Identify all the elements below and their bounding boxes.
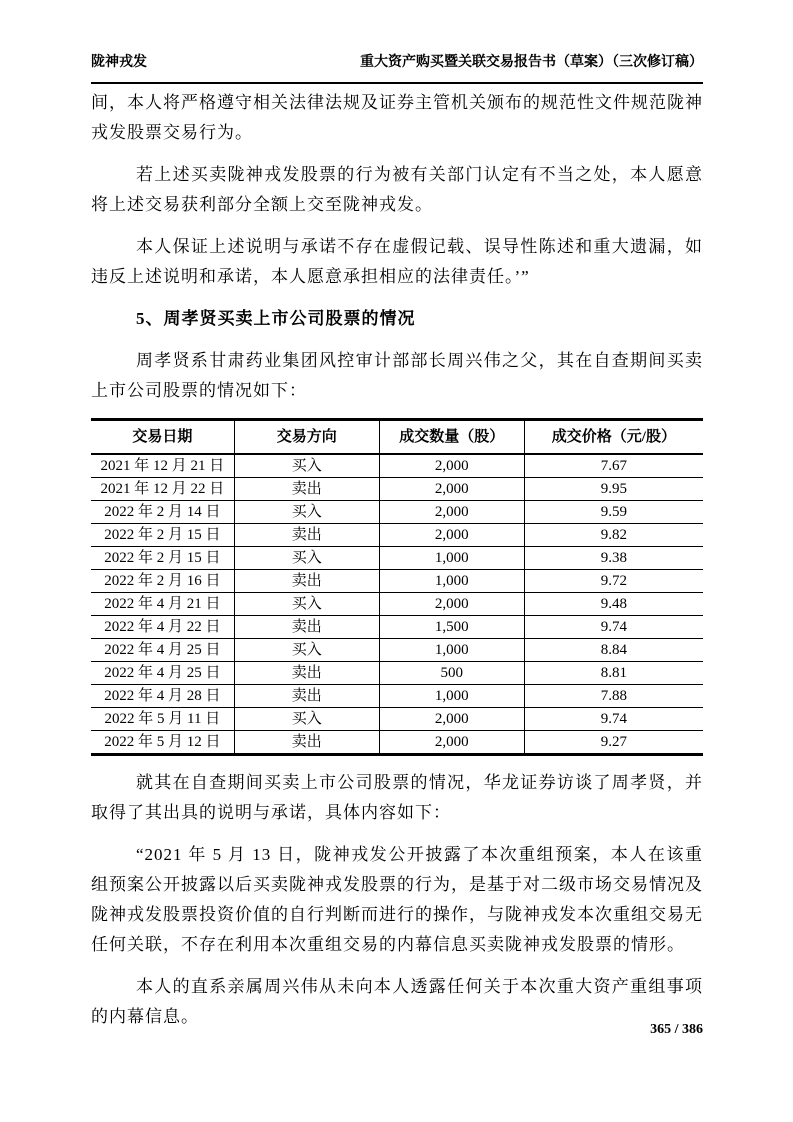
cell-trade-direction: 卖出: [234, 685, 379, 708]
table-row: [91, 524, 703, 547]
cell-trade-direction: 买入: [234, 547, 379, 570]
cell-trade-volume: 2,000: [379, 454, 524, 478]
page-number: 365 / 386: [650, 1022, 703, 1037]
table-row: [91, 708, 703, 731]
page-header: [91, 54, 703, 84]
cell-trade-volume: 2,000: [379, 731, 524, 755]
paragraph-statement-quote: “2021 年 5 月 13 日，陇神戎发公开披露了本次重组预案，本人在该重组预案公开披露以后买卖陇神戎发股票的行为，是基于对二级市场交易情况及陇神戎发股票投资价值的自行判断而进行的操作，与陇神戎发本次重组交易无任何关联，不存在利用本次重组交易的内幕信息买卖陇神戎发股票的情形。: [91, 845, 703, 954]
cell-trade-volume: 2,000: [379, 593, 524, 616]
cell-trade-volume: 2,000: [379, 524, 524, 547]
cell-trade-price: 8.84: [524, 639, 703, 662]
column-header-price: 成交价格（元/股）: [524, 420, 703, 455]
table-header-row: [91, 420, 703, 455]
column-header-direction: 交易方向: [234, 420, 379, 455]
cell-trade-direction: 买入: [234, 454, 379, 478]
cell-trade-price: 9.72: [524, 570, 703, 593]
cell-trade-date: 2022 年 5 月 11 日: [91, 708, 234, 731]
cell-trade-volume: 1,000: [379, 639, 524, 662]
cell-trade-date: 2022 年 2 月 15 日: [91, 524, 234, 547]
paragraph-table-intro: 周孝贤系甘肃药业集团风控审计部部长周兴伟之父，其在自查期间买卖上市公司股票的情况如下：: [91, 351, 703, 400]
cell-trade-volume: 1,500: [379, 616, 524, 639]
table-row: [91, 478, 703, 501]
column-header-date: 交易日期: [91, 420, 234, 455]
paragraph-return-profit: 若上述买卖陇神戎发股票的行为被有关部门认定有不当之处，本人愿意将上述交易获利部分全额上交至陇神戎发。: [91, 165, 703, 214]
table-body: [91, 454, 703, 755]
cell-trade-price: 9.82: [524, 524, 703, 547]
header-company-name: 陇神戎发: [91, 55, 147, 70]
header-doc-title: 重大资产购买暨关联交易报告书（草案）（三次修订稿）: [360, 55, 703, 70]
table-row: [91, 639, 703, 662]
cell-trade-price: 9.95: [524, 478, 703, 501]
cell-trade-direction: 卖出: [234, 524, 379, 547]
cell-trade-date: 2022 年 4 月 22 日: [91, 616, 234, 639]
table-row: [91, 570, 703, 593]
cell-trade-date: 2022 年 2 月 14 日: [91, 501, 234, 524]
table-row: [91, 501, 703, 524]
cell-trade-price: 9.74: [524, 708, 703, 731]
cell-trade-direction: 卖出: [234, 616, 379, 639]
paragraph-guarantee: 本人保证上述说明与承诺不存在虚假记载、误导性陈述和重大遗漏，如违反上述说明和承诺，本人愿意承担相应的法律责任。’”: [91, 237, 703, 286]
cell-trade-direction: 买入: [234, 593, 379, 616]
paragraph-no-inside-info: 本人的直系亲属周兴伟从未向本人透露任何关于本次重大资产重组事项的内幕信息。: [91, 977, 703, 1026]
cell-trade-direction: 卖出: [234, 662, 379, 685]
cell-trade-direction: 买入: [234, 708, 379, 731]
stock-trades-table: [91, 418, 703, 756]
table-row: [91, 662, 703, 685]
table-row: [91, 454, 703, 478]
cell-trade-date: 2021 年 12 月 21 日: [91, 454, 234, 478]
section-heading: 5、周孝贤买卖上市公司股票的情况: [136, 309, 416, 328]
cell-trade-price: 7.88: [524, 685, 703, 708]
paragraph-continuation: 间，本人将严格遵守相关法律法规及证券主管机关颁布的规范性文件规范陇神戎发股票交易行为。: [91, 93, 703, 142]
cell-trade-price: 9.74: [524, 616, 703, 639]
cell-trade-price: 9.27: [600, 734, 627, 750]
paragraph-interview: 就其在自查期间买卖上市公司股票的情况，华龙证券访谈了周孝贤，并取得了其出具的说明与承诺，具体内容如下：: [91, 773, 703, 822]
cell-trade-volume: 500: [379, 662, 524, 685]
cell-trade-date: 2022 年 4 月 25 日: [91, 639, 234, 662]
cell-trade-price: 8.81: [524, 662, 703, 685]
cell-trade-direction: 卖出: [234, 570, 379, 593]
cell-trade-direction: 卖出: [234, 731, 379, 755]
cell-trade-direction: 买入: [234, 501, 379, 524]
cell-trade-price: 9.48: [524, 593, 703, 616]
cell-trade-direction: 卖出: [234, 478, 379, 501]
cell-trade-volume: 1,000: [379, 570, 524, 593]
cell-trade-volume: 1,000: [379, 685, 524, 708]
cell-trade-price: 7.67: [524, 454, 703, 478]
table-row: [91, 685, 703, 708]
column-header-volume: 成交数量（股）: [379, 420, 524, 455]
cell-trade-volume: 1,000: [379, 547, 524, 570]
cell-trade-price: 9.59: [524, 501, 703, 524]
cell-trade-volume: 2,000: [379, 708, 524, 731]
cell-trade-date: 2022 年 4 月 28 日: [91, 685, 234, 708]
cell-trade-date: 2021 年 12 月 22 日: [91, 478, 234, 501]
table-row: [91, 731, 703, 755]
table-row: [91, 616, 703, 639]
cell-trade-date: 2022 年 4 月 25 日: [91, 662, 234, 685]
cell-trade-date: 2022 年 5 月 12 日: [91, 731, 234, 755]
table-row: [91, 593, 703, 616]
cell-trade-volume: 2,000: [379, 501, 524, 524]
cell-trade-date: 2022 年 2 月 15 日: [91, 547, 234, 570]
page-body: [91, 88, 703, 1044]
cell-trade-direction: 买入: [234, 639, 379, 662]
cell-trade-date: 2022 年 2 月 16 日: [91, 570, 234, 593]
table-row: [91, 547, 703, 570]
cell-trade-price: 9.38: [524, 547, 703, 570]
cell-trade-volume: 2,000: [379, 478, 524, 501]
cell-trade-date: 2022 年 4 月 21 日: [91, 593, 234, 616]
